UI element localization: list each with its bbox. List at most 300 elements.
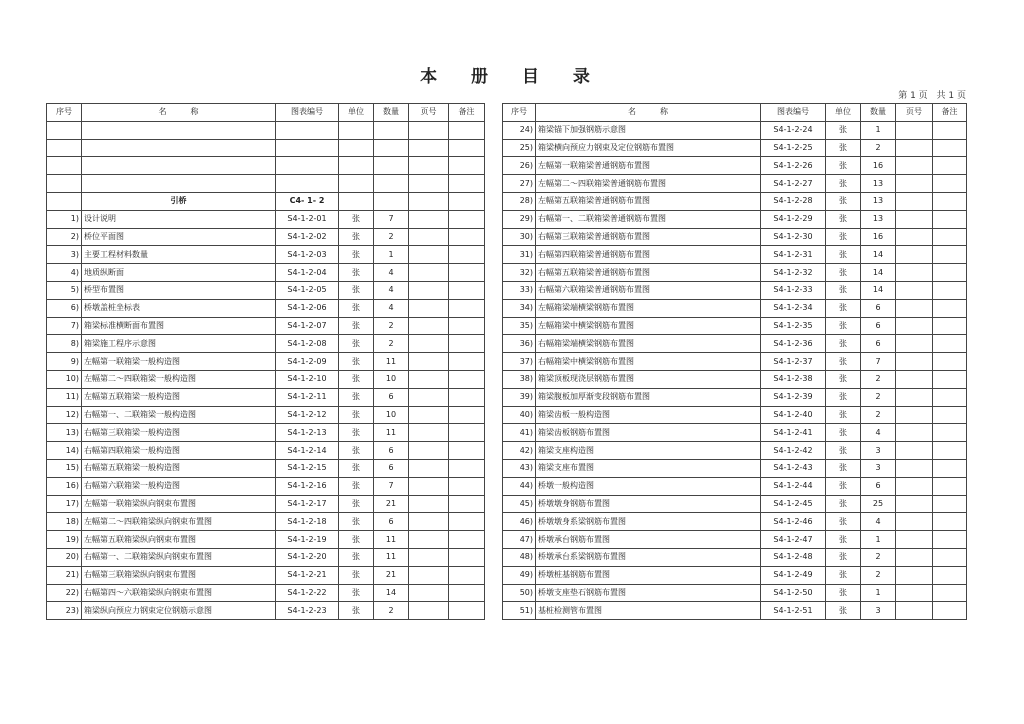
cell-qty: 6 (374, 513, 409, 531)
cell-qty: 7 (374, 210, 409, 228)
cell-name: 右幅第六联箱梁一般构造图 (82, 477, 276, 495)
cell-unit: 张 (826, 548, 861, 566)
table-row (503, 353, 967, 371)
table-row (47, 513, 485, 531)
cell-page (409, 264, 449, 282)
right-table-body (503, 121, 967, 619)
cell-qty: 11 (374, 531, 409, 549)
cell-name: 箱梁横向预应力钢束及定位钢筋布置图 (536, 139, 761, 157)
cell-page (409, 317, 449, 335)
cell-code: S4-1-2-29 (761, 210, 826, 228)
cell-name: 桥位平面图 (82, 228, 276, 246)
cell-no: 3) (47, 246, 82, 264)
cell-unit: 张 (826, 388, 861, 406)
table-header-row (503, 104, 967, 122)
header-page: 页号 (409, 104, 449, 122)
cell-no: 17) (47, 495, 82, 513)
cell-no: 5) (47, 281, 82, 299)
cell-no: 31) (503, 246, 536, 264)
table-row (503, 566, 967, 584)
cell-unit: 张 (826, 477, 861, 495)
cell-remark (933, 406, 967, 424)
cell-name: 主要工程材料数量 (82, 246, 276, 264)
cell-code: S4-1-2-26 (761, 157, 826, 175)
cell-unit: 张 (826, 175, 861, 193)
table-row (47, 246, 485, 264)
table-row (47, 388, 485, 406)
cell-name: 右幅第四联箱梁普通钢筋布置图 (536, 246, 761, 264)
cell-page (409, 388, 449, 406)
cell-code: S4-1-2-31 (761, 246, 826, 264)
cell-no (47, 139, 82, 157)
table-row (503, 513, 967, 531)
table-row (503, 477, 967, 495)
cell-unit: 张 (826, 424, 861, 442)
header-qty: 数量 (374, 104, 409, 122)
cell-code: C4- 1- 2 (276, 192, 339, 210)
cell-name: 右幅第三联箱梁纵向钢束布置图 (82, 566, 276, 584)
cell-name: 左幅箱梁端横梁钢筋布置图 (536, 299, 761, 317)
cell-no: 42) (503, 442, 536, 460)
cell-no: 33) (503, 281, 536, 299)
cell-code: S4-1-2-50 (761, 584, 826, 602)
table-row (503, 442, 967, 460)
cell-code: S4-1-2-11 (276, 388, 339, 406)
cell-unit: 张 (339, 495, 374, 513)
cell-name: 右幅第三联箱梁普通钢筋布置图 (536, 228, 761, 246)
cell-page (409, 495, 449, 513)
cell-remark (933, 264, 967, 282)
cell-code: S4-1-2-08 (276, 335, 339, 353)
cell-code: S4-1-2-38 (761, 370, 826, 388)
cell-qty: 13 (861, 210, 896, 228)
cell-qty: 6 (861, 299, 896, 317)
cell-name: 设计说明 (82, 210, 276, 228)
cell-page (409, 139, 449, 157)
cell-remark (933, 317, 967, 335)
header-code: 图表编号 (276, 104, 339, 122)
cell-page (896, 495, 933, 513)
cell-qty: 6 (861, 335, 896, 353)
cell-qty: 2 (374, 335, 409, 353)
cell-name: 桥墩承台系梁钢筋布置图 (536, 548, 761, 566)
cell-no: 28) (503, 192, 536, 210)
cell-remark (933, 335, 967, 353)
table-row (47, 406, 485, 424)
cell-remark (933, 210, 967, 228)
cell-page (409, 602, 449, 620)
cell-code: S4-1-2-44 (761, 477, 826, 495)
cell-no: 45) (503, 495, 536, 513)
cell-qty: 25 (861, 495, 896, 513)
cell-qty: 7 (861, 353, 896, 371)
cell-page (409, 566, 449, 584)
cell-qty: 2 (861, 370, 896, 388)
cell-remark (449, 548, 485, 566)
cell-remark (933, 246, 967, 264)
cell-unit: 张 (826, 121, 861, 139)
header-unit: 单位 (339, 104, 374, 122)
cell-unit: 张 (826, 228, 861, 246)
cell-unit: 张 (339, 335, 374, 353)
cell-unit: 张 (339, 406, 374, 424)
cell-name: 基桩检测管布置图 (536, 602, 761, 620)
cell-remark (933, 513, 967, 531)
cell-name: 左幅第二～四联箱梁一般构造图 (82, 370, 276, 388)
cell-qty (374, 192, 409, 210)
cell-name: 右幅第五联箱梁普通钢筋布置图 (536, 264, 761, 282)
cell-remark (933, 192, 967, 210)
cell-page (896, 228, 933, 246)
cell-no (47, 157, 82, 175)
cell-name (82, 175, 276, 193)
table-row (503, 139, 967, 157)
table-row (47, 210, 485, 228)
cell-name: 右幅第一、二联箱梁普通钢筋布置图 (536, 210, 761, 228)
cell-name: 左幅第二～四联箱梁普通钢筋布置图 (536, 175, 761, 193)
cell-no: 40) (503, 406, 536, 424)
cell-unit: 张 (339, 228, 374, 246)
cell-qty: 21 (374, 495, 409, 513)
cell-unit: 张 (339, 317, 374, 335)
table-row (503, 388, 967, 406)
cell-remark (933, 566, 967, 584)
cell-name: 地质纵断面 (82, 264, 276, 282)
cell-unit: 张 (339, 566, 374, 584)
cell-no: 34) (503, 299, 536, 317)
cell-code: S4-1-2-03 (276, 246, 339, 264)
cell-code: S4-1-2-20 (276, 548, 339, 566)
cell-no: 48) (503, 548, 536, 566)
cell-code: S4-1-2-28 (761, 192, 826, 210)
cell-page (896, 353, 933, 371)
cell-remark (449, 299, 485, 317)
cell-unit: 张 (339, 246, 374, 264)
cell-code: S4-1-2-47 (761, 531, 826, 549)
cell-qty: 2 (861, 139, 896, 157)
cell-no: 15) (47, 459, 82, 477)
header-qty: 数量 (861, 104, 896, 122)
cell-qty: 14 (861, 246, 896, 264)
cell-unit: 张 (339, 459, 374, 477)
cell-code: S4-1-2-32 (761, 264, 826, 282)
cell-qty: 2 (374, 602, 409, 620)
cell-no: 8) (47, 335, 82, 353)
cell-qty: 10 (374, 406, 409, 424)
cell-code: S4-1-2-09 (276, 353, 339, 371)
cell-name: 右幅第四～六联箱梁纵向钢束布置图 (82, 584, 276, 602)
cell-page (409, 477, 449, 495)
cell-remark (933, 175, 967, 193)
cell-page (896, 531, 933, 549)
cell-remark (449, 192, 485, 210)
cell-qty: 2 (861, 548, 896, 566)
cell-code: S4-1-2-16 (276, 477, 339, 495)
cell-no: 35) (503, 317, 536, 335)
header-no: 序号 (47, 104, 82, 122)
table-row (503, 175, 967, 193)
cell-code: S4-1-2-01 (276, 210, 339, 228)
table-row (47, 157, 485, 175)
cell-qty: 3 (861, 459, 896, 477)
cell-code: S4-1-2-04 (276, 264, 339, 282)
cell-page (409, 157, 449, 175)
cell-page (896, 264, 933, 282)
cell-qty: 6 (374, 388, 409, 406)
cell-name (82, 157, 276, 175)
cell-name: 左幅第一联箱梁普通钢筋布置图 (536, 157, 761, 175)
cell-page (409, 442, 449, 460)
cell-no: 32) (503, 264, 536, 282)
cell-remark (449, 353, 485, 371)
cell-page (409, 370, 449, 388)
cell-code (276, 175, 339, 193)
table-row (47, 566, 485, 584)
cell-name: 右幅第六联箱梁普通钢筋布置图 (536, 281, 761, 299)
right-directory-table (502, 103, 967, 620)
cell-code: S4-1-2-12 (276, 406, 339, 424)
cell-code: S4-1-2-13 (276, 424, 339, 442)
table-row (47, 299, 485, 317)
cell-qty: 1 (861, 584, 896, 602)
cell-no: 7) (47, 317, 82, 335)
cell-qty: 2 (374, 228, 409, 246)
table-row (47, 175, 485, 193)
cell-remark (449, 495, 485, 513)
cell-code: S4-1-2-36 (761, 335, 826, 353)
cell-qty: 2 (861, 388, 896, 406)
cell-unit: 张 (826, 584, 861, 602)
table-row (47, 281, 485, 299)
table-row (503, 299, 967, 317)
cell-page (896, 459, 933, 477)
cell-name: 箱梁腹板加厚渐变段钢筋布置图 (536, 388, 761, 406)
cell-page (409, 513, 449, 531)
cell-qty: 4 (861, 424, 896, 442)
cell-no: 29) (503, 210, 536, 228)
cell-name (82, 121, 276, 139)
cell-code: S4-1-2-41 (761, 424, 826, 442)
header-remark: 备注 (449, 104, 485, 122)
cell-unit: 张 (826, 210, 861, 228)
table-row (503, 264, 967, 282)
cell-no: 1) (47, 210, 82, 228)
cell-page (409, 210, 449, 228)
cell-unit: 张 (339, 442, 374, 460)
cell-qty: 4 (374, 264, 409, 282)
cell-code: S4-1-2-05 (276, 281, 339, 299)
cell-remark (449, 477, 485, 495)
cell-page (409, 335, 449, 353)
cell-no: 22) (47, 584, 82, 602)
cell-code: S4-1-2-27 (761, 175, 826, 193)
cell-remark (933, 139, 967, 157)
cell-unit: 张 (826, 442, 861, 460)
cell-page (896, 477, 933, 495)
cell-qty: 13 (861, 192, 896, 210)
cell-qty: 10 (374, 370, 409, 388)
cell-unit: 张 (339, 299, 374, 317)
cell-code: S4-1-2-21 (276, 566, 339, 584)
cell-page (409, 228, 449, 246)
cell-name: 左幅第二～四联箱梁纵向钢束布置图 (82, 513, 276, 531)
cell-remark (933, 281, 967, 299)
cell-name: 桥墩一般构造图 (536, 477, 761, 495)
cell-name: 箱梁顶板现浇层钢筋布置图 (536, 370, 761, 388)
cell-remark (449, 121, 485, 139)
cell-name: 右幅第一、二联箱梁纵向钢束布置图 (82, 548, 276, 566)
cell-no: 41) (503, 424, 536, 442)
cell-no: 6) (47, 299, 82, 317)
cell-unit: 张 (826, 139, 861, 157)
cell-unit (339, 175, 374, 193)
table-row (503, 228, 967, 246)
table-row (503, 531, 967, 549)
cell-remark (449, 264, 485, 282)
cell-page (896, 121, 933, 139)
cell-code: S4-1-2-17 (276, 495, 339, 513)
cell-name: 桥墩承台钢筋布置图 (536, 531, 761, 549)
page-title: 本 册 目 录 (420, 67, 604, 87)
cell-page (896, 210, 933, 228)
cell-unit: 张 (339, 424, 374, 442)
page-info (892, 88, 966, 101)
cell-code: S4-1-2-35 (761, 317, 826, 335)
cell-remark (933, 602, 967, 620)
cell-code: S4-1-2-51 (761, 602, 826, 620)
cell-qty: 16 (861, 228, 896, 246)
cell-qty: 4 (374, 281, 409, 299)
cell-unit: 张 (826, 459, 861, 477)
cell-unit: 张 (339, 370, 374, 388)
cell-qty: 14 (374, 584, 409, 602)
cell-qty: 1 (861, 121, 896, 139)
cell-code (276, 157, 339, 175)
table-row (503, 281, 967, 299)
cell-unit: 张 (826, 531, 861, 549)
cell-code: S4-1-2-15 (276, 459, 339, 477)
table-row (47, 370, 485, 388)
cell-page (896, 442, 933, 460)
cell-unit: 张 (826, 353, 861, 371)
cell-remark (449, 157, 485, 175)
cell-no: 14) (47, 442, 82, 460)
cell-no: 2) (47, 228, 82, 246)
cell-remark (449, 317, 485, 335)
cell-page (896, 584, 933, 602)
cell-qty: 14 (861, 264, 896, 282)
cell-qty: 1 (374, 246, 409, 264)
cell-qty: 4 (374, 299, 409, 317)
cell-unit: 张 (826, 406, 861, 424)
cell-no: 16) (47, 477, 82, 495)
cell-no: 44) (503, 477, 536, 495)
table-row (503, 495, 967, 513)
cell-page (409, 424, 449, 442)
cell-name: 右幅第一、二联箱梁一般构造图 (82, 406, 276, 424)
header-page: 页号 (896, 104, 933, 122)
table-row (47, 459, 485, 477)
cell-unit: 张 (339, 584, 374, 602)
cell-page (896, 424, 933, 442)
cell-name (82, 139, 276, 157)
cell-qty (374, 121, 409, 139)
cell-page (409, 406, 449, 424)
cell-remark (933, 228, 967, 246)
cell-unit (339, 139, 374, 157)
cell-name: 箱梁齿板一般构造图 (536, 406, 761, 424)
cell-name: 引桥 (82, 192, 276, 210)
cell-code: S4-1-2-49 (761, 566, 826, 584)
cell-qty: 2 (861, 566, 896, 584)
table-header-row (47, 104, 485, 122)
cell-qty: 6 (861, 317, 896, 335)
table-row (47, 602, 485, 620)
cell-code: S4-1-2-02 (276, 228, 339, 246)
cell-unit: 张 (826, 299, 861, 317)
cell-remark (933, 388, 967, 406)
cell-no (47, 121, 82, 139)
cell-remark (449, 566, 485, 584)
cell-name: 桥墩墩身钢筋布置图 (536, 495, 761, 513)
cell-page (896, 139, 933, 157)
cell-code: S4-1-2-19 (276, 531, 339, 549)
cell-remark (449, 406, 485, 424)
cell-qty: 7 (374, 477, 409, 495)
cell-qty (374, 175, 409, 193)
cell-remark (449, 228, 485, 246)
cell-page (896, 335, 933, 353)
cell-qty: 3 (861, 442, 896, 460)
header-no: 序号 (503, 104, 536, 122)
cell-code: S4-1-2-34 (761, 299, 826, 317)
cell-page (409, 246, 449, 264)
cell-no: 30) (503, 228, 536, 246)
table-row (503, 317, 967, 335)
cell-qty: 13 (861, 175, 896, 193)
cell-unit: 张 (826, 317, 861, 335)
cell-remark (449, 459, 485, 477)
cell-no: 38) (503, 370, 536, 388)
cell-page (409, 299, 449, 317)
cell-no: 27) (503, 175, 536, 193)
cell-unit: 张 (339, 531, 374, 549)
cell-page (409, 531, 449, 549)
table-row (47, 139, 485, 157)
cell-remark (933, 370, 967, 388)
cell-page (896, 602, 933, 620)
cell-remark (449, 335, 485, 353)
cell-code: S4-1-2-45 (761, 495, 826, 513)
cell-code: S4-1-2-43 (761, 459, 826, 477)
cell-code: S4-1-2-14 (276, 442, 339, 460)
left-directory-table (46, 103, 485, 620)
table-row (503, 602, 967, 620)
cell-page (409, 121, 449, 139)
cell-page (896, 370, 933, 388)
cell-unit: 张 (826, 602, 861, 620)
cell-remark (933, 424, 967, 442)
cell-remark (933, 459, 967, 477)
cell-code: S4-1-2-06 (276, 299, 339, 317)
table-row (503, 459, 967, 477)
table-row (503, 370, 967, 388)
cell-name: 箱梁齿板钢筋布置图 (536, 424, 761, 442)
cell-page (896, 548, 933, 566)
table-row (503, 406, 967, 424)
cell-remark (449, 175, 485, 193)
cell-unit: 张 (826, 281, 861, 299)
